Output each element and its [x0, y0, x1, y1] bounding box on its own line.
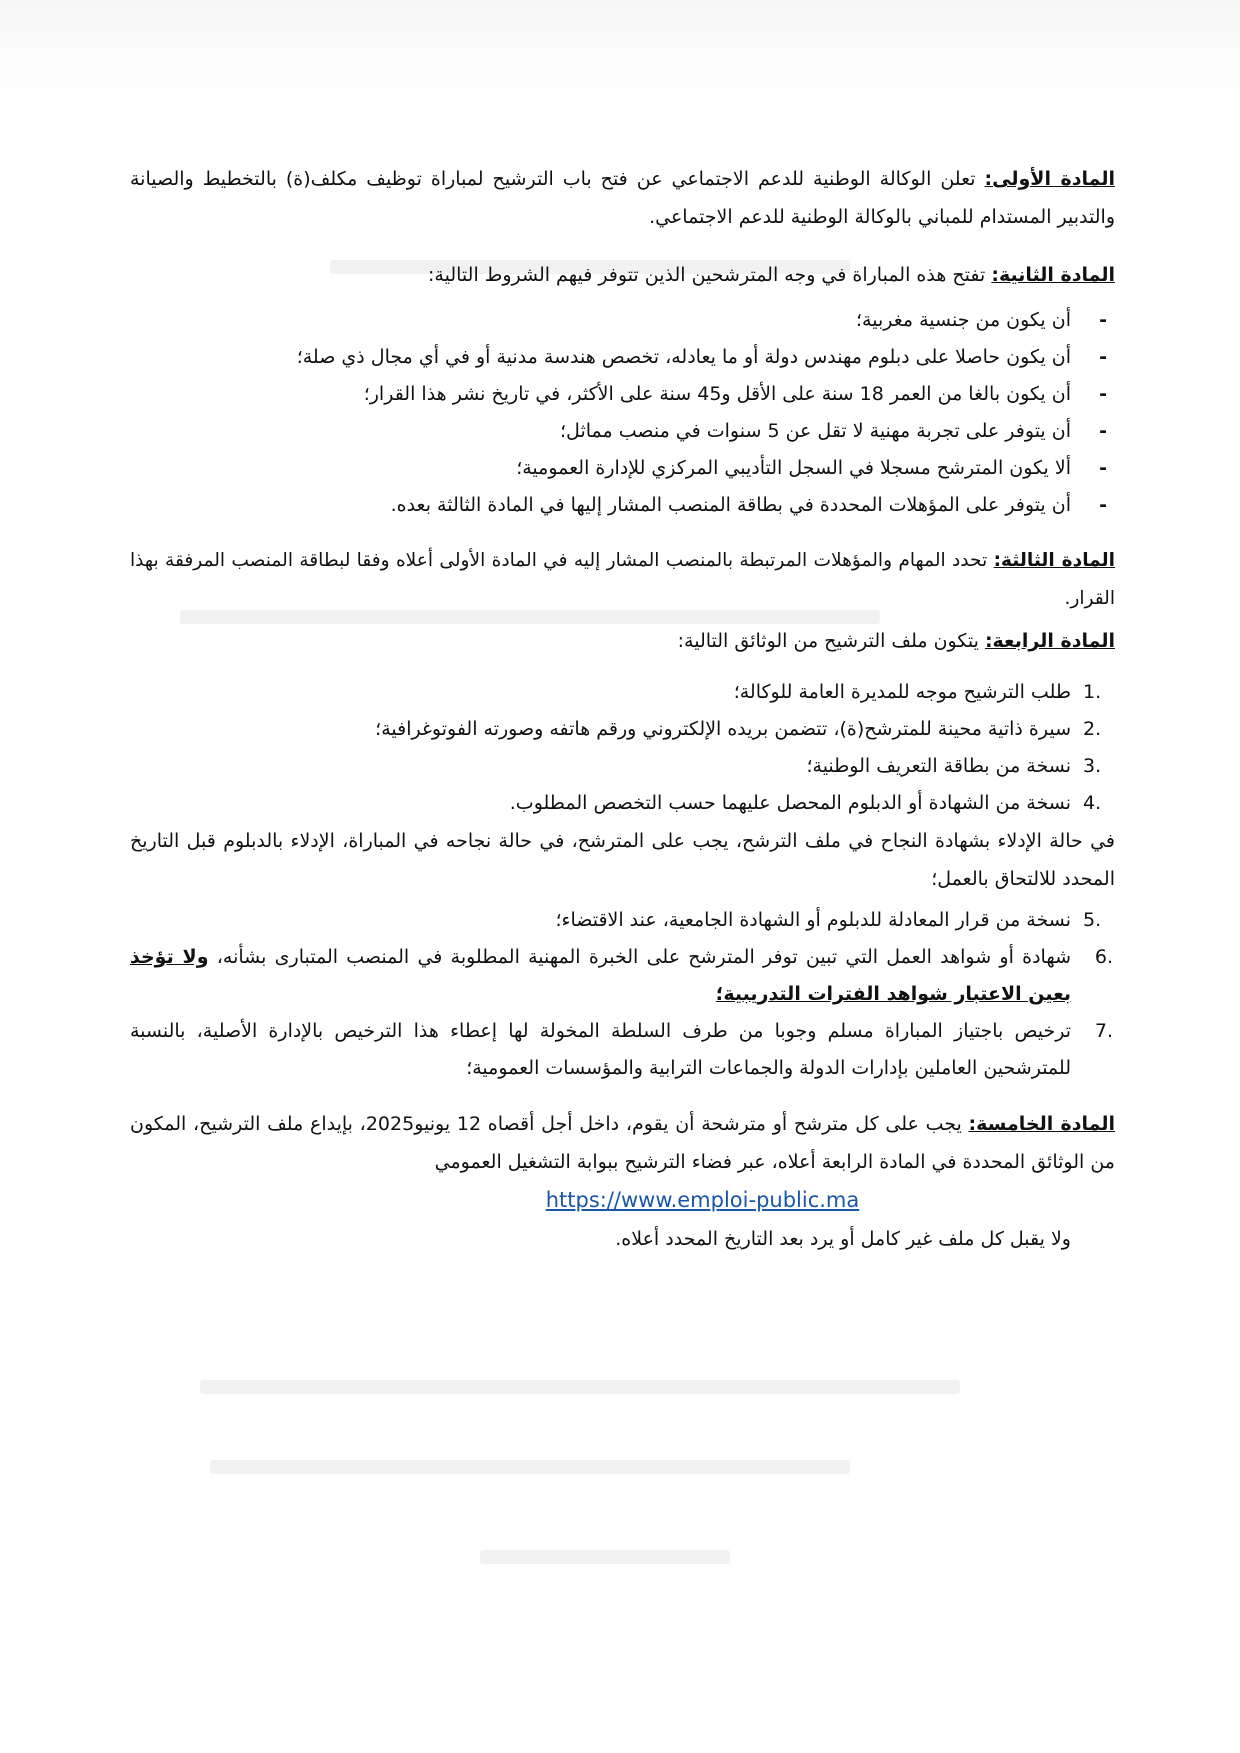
document-item [130, 674, 1115, 711]
article-4-text: يتكون ملف الترشيح من الوثائق التالية: [677, 630, 979, 652]
condition-item: - أن يتوفر على المؤهلات المحددة في بطاقة المنصب المشار إليها في المادة الثالثة بعده. [130, 487, 1115, 524]
article-5-text: يجب على كل مترشح أو مترشحة أن يقوم، داخل أجل أقصاه 12 يونيو2025، بإيداع ملف الترشيح، المكون من الوثائق المحددة في المادة الرابعة أعلاه، عبر فضاء الترشيح ببوابة التشغيل العمومي [130, 1113, 1115, 1173]
portal-link-line [130, 1181, 1115, 1220]
diploma-note: في حالة الإدلاء بشهادة النجاح في ملف الترشح، يجب على المترشح، في حالة نجاحه في المباراة، الإدلاء بالدبلوم قبل التاريخ المحدد للالتحاق بالعمل؛ [130, 830, 1115, 890]
bleed-through-line [480, 1550, 730, 1564]
article-3 [130, 542, 1115, 618]
article-2-text: تفتح هذه المباراة في وجه المترشحين الذين تتوفر فيهم الشروط التالية: [428, 264, 986, 286]
document-text: سيرة ذاتية محينة للمترشح(ة)، تتضمن بريده الإلكتروني ورقم هاتفه وصورته الفوتوغرافية؛ [375, 718, 1071, 740]
condition-item: - أن يكون بالغا من العمر 18 سنة على الأقل و45 سنة على الأكثر، في تاريخ نشر هذا القرار؛ [130, 376, 1115, 413]
document-number: 5. [1083, 909, 1102, 931]
documents-list-continued [130, 902, 1115, 1087]
document-number: 6. [1094, 946, 1113, 968]
document-item [130, 902, 1115, 939]
condition-item: - ألا يكون المترشح مسجلا في السجل التأديبي المركزي للإدارة العمومية؛ [130, 450, 1115, 487]
closing-line: ولا يقبل كل ملف غير كامل أو يرد بعد التاريخ المحدد أعلاه. [615, 1228, 1071, 1250]
article-3-text: تحدد المهام والمؤهلات المرتبطة بالمنصب المشار إليه في المادة الأولى أعلاه وفقا لبطاقة المنصب المرفقة بهذا القرار. [130, 550, 1115, 609]
article-1 [130, 160, 1115, 236]
document-number: 1. [1083, 681, 1102, 703]
document-item [130, 939, 1115, 1013]
document-number: 3. [1083, 755, 1102, 777]
document-number: 4. [1083, 792, 1102, 814]
conditions-list [130, 302, 1115, 524]
condition-item: - أن يكون حاصلا على دبلوم مهندس دولة أو ما يعادله، تخصص هندسة مدنية أو في أي مجال ذي صلة؛ [130, 339, 1115, 376]
document-text: طلب الترشيح موجه للمديرة العامة للوكالة؛ [733, 681, 1071, 703]
article-5 [130, 1105, 1115, 1181]
condition-item: - أن يكون من جنسية مغربية؛ [130, 302, 1115, 339]
document-item [130, 1013, 1115, 1087]
article-4 [130, 622, 1115, 660]
article-1-text: تعلن الوكالة الوطنية للدعم الاجتماعي عن فتح باب الترشيح لمباراة توظيف مكلف(ة) بالتخطيط والصيانة والتدبير المستدام للمباني بالوكالة الوطنية للدعم الاجتماعي. [130, 168, 1115, 228]
article-5-title: المادة الخامسة: [968, 1113, 1116, 1135]
bleed-through-line [200, 1380, 960, 1394]
portal-link[interactable]: https://www.emploi-public.ma [545, 1188, 860, 1212]
condition-item: - أن يتوفر على تجربة مهنية لا تقل عن 5 سنوات في منصب مماثل؛ [130, 413, 1115, 450]
document-text: شهادة أو شواهد العمل التي تبين توفر المترشح على الخبرة المهنية المطلوبة في المنصب المتبارى بشأنه، [216, 946, 1072, 968]
document-item [130, 711, 1115, 748]
document-emphasis: ولا تؤخذ بعين الاعتبار شواهد الفترات التدريبية؛ [130, 946, 1071, 1005]
document-number: 2. [1083, 718, 1102, 740]
document-item [130, 785, 1115, 822]
article-4-title: المادة الرابعة: [984, 630, 1115, 652]
article-1-title: المادة الأولى: [984, 168, 1115, 190]
document-text: نسخة من قرار المعادلة للدبلوم أو الشهادة الجامعية، عند الاقتضاء؛ [555, 909, 1071, 931]
bleed-through-line [210, 1460, 850, 1474]
document-text: ترخيص باجتياز المباراة مسلم وجوبا من طرف السلطة المخولة لها إعطاء هذا الترخيص بالإدارة الأصلية، بالنسبة للمترشحين العاملين بإدارات الدولة والجماعات الترابية والمؤسسات العمومية؛ [130, 1020, 1071, 1079]
document-text: نسخة من الشهادة أو الدبلوم المحصل عليهما حسب التخصص المطلوب. [509, 792, 1071, 814]
document-item [130, 748, 1115, 785]
article-2-title: المادة الثانية: [991, 264, 1115, 286]
article-3-title: المادة الثالثة: [993, 550, 1115, 571]
document-number: 7. [1094, 1020, 1113, 1042]
document-text: نسخة من بطاقة التعريف الوطنية؛ [806, 755, 1071, 777]
document-body [130, 160, 1115, 1258]
article-2 [130, 256, 1115, 294]
documents-list [130, 674, 1115, 822]
